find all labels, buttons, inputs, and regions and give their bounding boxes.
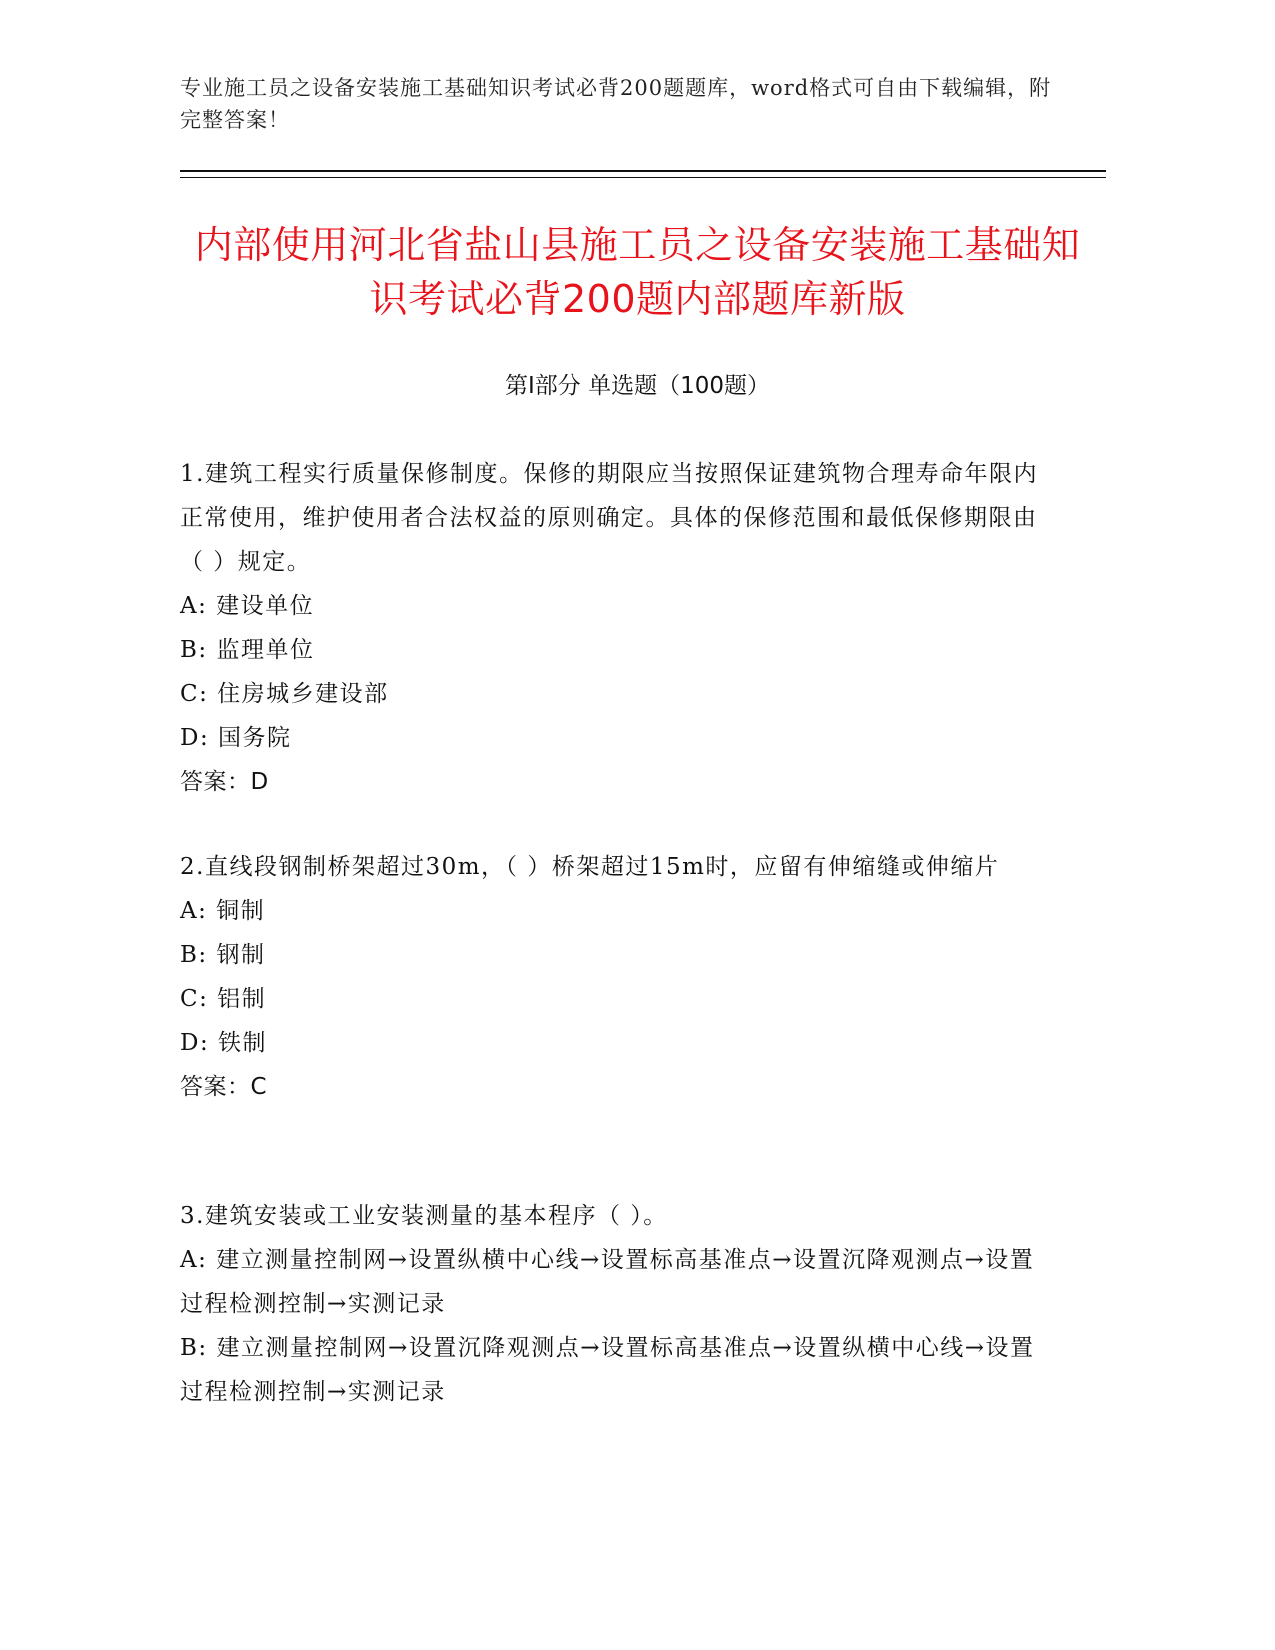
question-stem: 3.建筑安装或工业安装测量的基本程序（ ）。 bbox=[180, 1203, 668, 1229]
question-1 bbox=[180, 452, 1040, 804]
answer-label: 答案：C bbox=[180, 1074, 268, 1100]
option-b: B: 建立测量控制网→设置沉降观测点→设置标高基准点→设置纵横中心线→设置过程检测控制→实测记录 bbox=[180, 1335, 1035, 1405]
option-d: D: 铁制 bbox=[180, 1030, 268, 1056]
question-3 bbox=[180, 1194, 1040, 1414]
option-a: A: 铜制 bbox=[180, 898, 266, 924]
section-title: 第Ⅰ部分 单选题（100题） bbox=[505, 373, 770, 399]
option-b: B: 监理单位 bbox=[180, 637, 315, 663]
question-stem: 1.建筑工程实行质量保修制度。保修的期限应当按照保证建筑物合理寿命年限内正常使用，维护使用者合法权益的原则确定。具体的保修范围和最低保修期限由（ ）规定。 bbox=[180, 461, 1038, 575]
option-c: C: 住房城乡建设部 bbox=[180, 681, 389, 707]
option-d: D: 国务院 bbox=[180, 725, 292, 751]
question-2 bbox=[180, 845, 1040, 1109]
option-b: B: 钢制 bbox=[180, 942, 266, 968]
question-stem: 2.直线段钢制桥架超过30m，（ ）桥架超过15m时，应留有伸缩缝或伸缩片 bbox=[180, 854, 1000, 880]
header-rule-thick bbox=[180, 170, 1106, 172]
header-note: 专业施工员之设备安装施工基础知识考试必背200题题库，word格式可自由下载编辑，附完整答案！ bbox=[180, 76, 1052, 132]
answer-label: 答案：D bbox=[180, 769, 269, 795]
option-c: C: 铝制 bbox=[180, 986, 267, 1012]
document-title: 内部使用河北省盐山县施工员之设备安装施工基础知识考试必背200题内部题库新版 bbox=[194, 223, 1081, 321]
header-rule-thin bbox=[180, 177, 1106, 178]
option-a: A: 建立测量控制网→设置纵横中心线→设置标高基准点→设置沉降观测点→设置过程检测控制→实测记录 bbox=[180, 1247, 1035, 1317]
option-a: A: 建设单位 bbox=[180, 593, 315, 619]
